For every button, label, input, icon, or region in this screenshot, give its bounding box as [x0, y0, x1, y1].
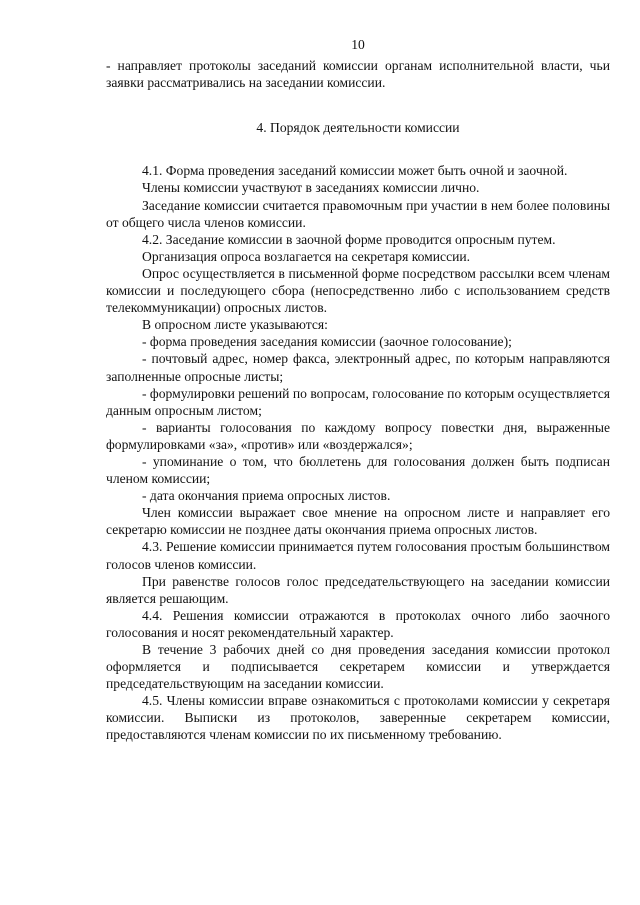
paragraph-survey-sheet-contents: В опросном листе указываются:: [142, 317, 328, 333]
paragraph-tie-vote: При равенстве голосов голос председательствующего на заседании комиссии является решающим.: [106, 573, 610, 606]
paragraph-4-2: 4.2. Заседание комиссии в заочной форме проводится опросным путем.: [142, 231, 556, 247]
list-item-decision-wording: - формулировки решений по вопросам, голосование по которым осуществляется данным опросным листом;: [106, 385, 610, 418]
document-page: [106, 36, 610, 744]
intro-paragraph: - направляет протоколы заседаний комиссии органам исполнительной власти, чьи заявки рассматривались на заседании комиссии.: [106, 58, 610, 91]
paragraph-quorum: Заседание комиссии считается правомочным при участии в нем более половины от общего числа членов комиссии.: [106, 197, 610, 230]
paragraph-4-3: 4.3. Решение комиссии принимается путем голосования простым большинством голосов членов комиссии.: [106, 539, 610, 572]
paragraph-in-person-participation: Члены комиссии участвуют в заседаниях комиссии лично.: [142, 180, 480, 196]
paragraph-protocol-approval: В течение 3 рабочих дней со дня проведения заседания комиссии протокол оформляется и подписывается секретарем комиссии и утверждается председательствующим на заседании комиссии.: [106, 642, 610, 692]
list-item-deadline: - дата окончания приема опросных листов.: [142, 488, 391, 504]
paragraph-4-4: 4.4. Решения комиссии отражаются в протоколах очного либо заочного голосования и носят рекомендательный характер.: [106, 607, 610, 640]
paragraph-survey-method: Опрос осуществляется в письменной форме посредством рассылки всем членам комиссии и последующего сбора (непосредственно либо с использованием средств телекоммуникации) опросных листов.: [106, 265, 610, 316]
paragraph-survey-organization: Организация опроса возлагается на секретаря комиссии.: [142, 248, 471, 264]
paragraph-4-1: 4.1. Форма проведения заседаний комиссии может быть очной и заочной.: [142, 163, 568, 179]
page-number: 10: [351, 37, 365, 52]
list-item-voting-options: - варианты голосования по каждому вопросу повестки дня, выраженные формулировками «за», «против» или «воздержался»;: [106, 419, 610, 452]
paragraph-4-5: 4.5. Члены комиссии вправе ознакомиться с протоколами комиссии у секретаря комиссии. Выписки из протоколов, заверенные секретарем комиссии, предоставляются членам комиссии по их письменному требованию.: [106, 693, 610, 743]
paragraph-member-opinion: Член комиссии выражает свое мнение на опросном листе и направляет его секретарю комиссии не позднее даты окончания приема опросных листов.: [106, 505, 610, 538]
list-item-meeting-form: - форма проведения заседания комиссии (заочное голосование);: [142, 334, 512, 350]
list-item-addresses: - почтовый адрес, номер факса, электронный адрес, по которым направляются заполненные опросные листы;: [106, 351, 610, 384]
list-item-signature-note: - упоминание о том, что бюллетень для голосования должен быть подписан членом комиссии;: [106, 453, 610, 487]
section-title: 4. Порядок деятельности комиссии: [256, 120, 460, 136]
